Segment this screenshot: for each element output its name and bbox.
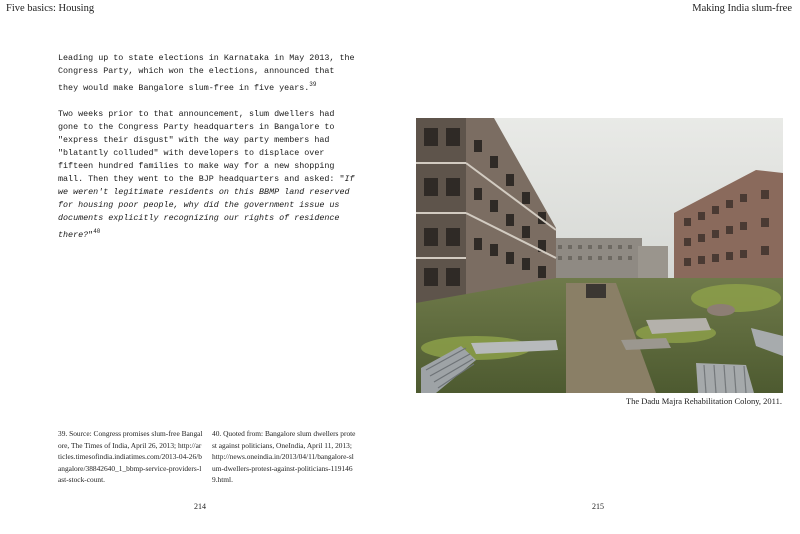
paragraph-2-text: Two weeks prior to that announcement, slum dwellers had gone to the Congress Party headquarters in Bangalore to "express their disgust" with the way party members had "blatantly colluded" with developers to displace over fifteen hundred families to make way for a new shopping mall. Then they went to the BJP headquarters and asked: " xyxy=(58,108,345,184)
paragraph-1-text: Leading up to state elections in Karnataka in May 2013, the Congress Party, which won the elections, announced that they would make Bangalore slum-free in five years. xyxy=(58,53,355,93)
paragraph-2-quote: If we weren't legitimate residents on this BBMP land reserved for housing poor people, why did the government issue us documents explicitly recognizing our rights of residence there? xyxy=(58,173,355,240)
footnote-39: 39. Source: Congress promises slum-free Bangalore, The Times of India, April 26, 2013; http://articles.timesofindia.indiatimes.com/2013-04-26/bangalore/38842640_1_bbmp-service-providers-last-stock-count. xyxy=(58,429,203,484)
footnote-ref-39: 39 xyxy=(309,81,317,88)
figure-caption: The Dadu Majra Rehabilitation Colony, 2011. xyxy=(625,396,782,406)
page-number-left: 214 xyxy=(194,502,206,511)
paragraph-1 xyxy=(58,52,358,95)
photo-illustration xyxy=(416,118,783,393)
running-head-left: Five basics: Housing xyxy=(6,3,95,14)
housing-colony-photo xyxy=(416,118,783,393)
footnote-ref-40: 40 xyxy=(93,227,101,235)
page-number-right: 215 xyxy=(592,502,604,511)
paragraph-2-close: " xyxy=(88,229,94,240)
paragraph-2 xyxy=(58,108,358,242)
body-text xyxy=(58,52,358,255)
distant-building-2 xyxy=(638,246,668,278)
running-head-right: Making India slum-free xyxy=(692,3,792,14)
footnote-40: 40. Quoted from: Bangalore slum dwellers protest against politicians, OneIndia, April 11, 2013; http://news.oneindia.in/2013/04/11/bangalore-slum-dwellers-protest-against-politicians-1191469.html. xyxy=(212,429,356,484)
